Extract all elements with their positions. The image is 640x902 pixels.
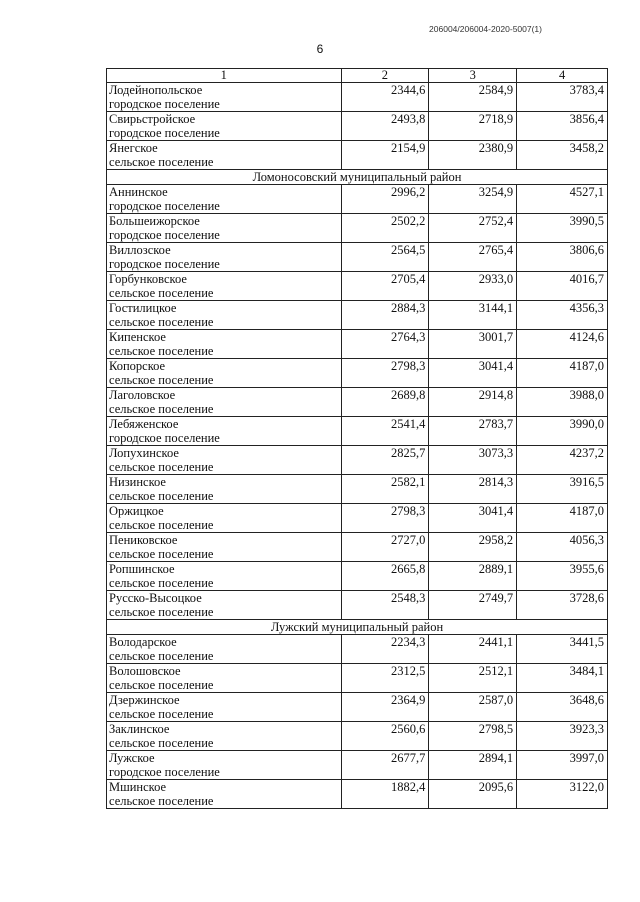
table-row bbox=[107, 272, 608, 301]
value-cell-col3: 2933,0 bbox=[429, 272, 517, 301]
value-cell-col2: 2154,9 bbox=[341, 141, 429, 170]
table-row bbox=[107, 504, 608, 533]
table-row bbox=[107, 417, 608, 446]
value-cell-col2: 2798,3 bbox=[341, 359, 429, 388]
table-row bbox=[107, 751, 608, 780]
settlement-name-cell bbox=[107, 780, 342, 809]
data-table bbox=[106, 68, 608, 809]
table-row bbox=[107, 301, 608, 330]
settlement-name-cell bbox=[107, 185, 342, 214]
table-row bbox=[107, 359, 608, 388]
value-cell-col4: 3441,5 bbox=[517, 635, 608, 664]
settlement-type: сельское поселение bbox=[109, 736, 214, 750]
settlement-name: Аннинское bbox=[109, 185, 168, 199]
value-cell-col3: 2958,2 bbox=[429, 533, 517, 562]
settlement-name: Кипенское bbox=[109, 330, 166, 344]
value-cell-col4: 4527,1 bbox=[517, 185, 608, 214]
value-cell-col3: 2512,1 bbox=[429, 664, 517, 693]
settlement-type: сельское поселение bbox=[109, 402, 214, 416]
table-row bbox=[107, 112, 608, 141]
value-cell-col3: 2380,9 bbox=[429, 141, 517, 170]
settlement-name-cell bbox=[107, 751, 342, 780]
settlement-type: сельское поселение bbox=[109, 678, 214, 692]
settlement-type: городское поселение bbox=[109, 257, 220, 271]
value-cell-col3: 3073,3 bbox=[429, 446, 517, 475]
value-cell-col4: 3923,3 bbox=[517, 722, 608, 751]
settlement-name-cell bbox=[107, 112, 342, 141]
settlement-type: сельское поселение bbox=[109, 518, 214, 532]
section-header-row bbox=[107, 170, 608, 185]
value-cell-col2: 2234,3 bbox=[341, 635, 429, 664]
value-cell-col2: 2541,4 bbox=[341, 417, 429, 446]
settlement-name: Янегское bbox=[109, 141, 158, 155]
table-row bbox=[107, 83, 608, 112]
value-cell-col2: 2705,4 bbox=[341, 272, 429, 301]
settlement-name-cell bbox=[107, 591, 342, 620]
settlement-name-cell bbox=[107, 214, 342, 243]
value-cell-col4: 3990,0 bbox=[517, 417, 608, 446]
value-cell-col4: 3806,6 bbox=[517, 243, 608, 272]
table-row bbox=[107, 446, 608, 475]
settlement-type: сельское поселение bbox=[109, 315, 214, 329]
value-cell-col3: 2718,9 bbox=[429, 112, 517, 141]
settlement-type: сельское поселение bbox=[109, 460, 214, 474]
value-cell-col2: 2560,6 bbox=[341, 722, 429, 751]
value-cell-col4: 4187,0 bbox=[517, 359, 608, 388]
table-row bbox=[107, 693, 608, 722]
value-cell-col3: 3041,4 bbox=[429, 504, 517, 533]
settlement-name-cell bbox=[107, 533, 342, 562]
settlement-name: Ропшинское bbox=[109, 562, 175, 576]
settlement-name: Низинское bbox=[109, 475, 166, 489]
settlement-name-cell bbox=[107, 475, 342, 504]
value-cell-col2: 2582,1 bbox=[341, 475, 429, 504]
settlement-type: городское поселение bbox=[109, 97, 220, 111]
value-cell-col4: 3484,1 bbox=[517, 664, 608, 693]
settlement-name: Большеижорское bbox=[109, 214, 200, 228]
settlement-type: городское поселение bbox=[109, 228, 220, 242]
settlement-type: городское поселение bbox=[109, 199, 220, 213]
settlement-type: сельское поселение bbox=[109, 605, 214, 619]
settlement-name: Лебяженское bbox=[109, 417, 179, 431]
section-title: Ломоносовский муниципальный район bbox=[107, 170, 608, 185]
value-cell-col3: 2783,7 bbox=[429, 417, 517, 446]
table-row bbox=[107, 330, 608, 359]
settlement-name: Лодейнопольское bbox=[109, 83, 203, 97]
value-cell-col4: 3988,0 bbox=[517, 388, 608, 417]
value-cell-col2: 2665,8 bbox=[341, 562, 429, 591]
settlement-name-cell bbox=[107, 722, 342, 751]
settlement-name: Лопухинское bbox=[109, 446, 179, 460]
table-row bbox=[107, 780, 608, 809]
value-cell-col4: 3458,2 bbox=[517, 141, 608, 170]
table-row bbox=[107, 635, 608, 664]
settlement-name-cell bbox=[107, 83, 342, 112]
value-cell-col2: 2344,6 bbox=[341, 83, 429, 112]
value-cell-col4: 3783,4 bbox=[517, 83, 608, 112]
settlement-name: Виллозское bbox=[109, 243, 171, 257]
settlement-name: Дзержинское bbox=[109, 693, 180, 707]
settlement-name-cell bbox=[107, 243, 342, 272]
settlement-name: Гостилицкое bbox=[109, 301, 177, 315]
settlement-name: Володарское bbox=[109, 635, 177, 649]
value-cell-col2: 2727,0 bbox=[341, 533, 429, 562]
value-cell-col4: 4356,3 bbox=[517, 301, 608, 330]
settlement-name: Русско-Высоцкое bbox=[109, 591, 202, 605]
column-header: 3 bbox=[429, 69, 517, 83]
value-cell-col2: 2825,7 bbox=[341, 446, 429, 475]
table-row bbox=[107, 141, 608, 170]
settlement-type: городское поселение bbox=[109, 765, 220, 779]
settlement-type: сельское поселение bbox=[109, 489, 214, 503]
settlement-type: сельское поселение bbox=[109, 707, 214, 721]
settlement-type: сельское поселение bbox=[109, 344, 214, 358]
value-cell-col2: 2798,3 bbox=[341, 504, 429, 533]
value-cell-col4: 3997,0 bbox=[517, 751, 608, 780]
value-cell-col3: 2889,1 bbox=[429, 562, 517, 591]
value-cell-col2: 2884,3 bbox=[341, 301, 429, 330]
value-cell-col2: 2689,8 bbox=[341, 388, 429, 417]
value-cell-col4: 4124,6 bbox=[517, 330, 608, 359]
settlement-name: Свирьстройское bbox=[109, 112, 196, 126]
settlement-type: сельское поселение bbox=[109, 576, 214, 590]
value-cell-col4: 4187,0 bbox=[517, 504, 608, 533]
settlement-name: Горбунковское bbox=[109, 272, 187, 286]
settlement-type: сельское поселение bbox=[109, 794, 214, 808]
value-cell-col3: 2095,6 bbox=[429, 780, 517, 809]
page-number: 6 bbox=[316, 42, 324, 56]
value-cell-col2: 2312,5 bbox=[341, 664, 429, 693]
value-cell-col3: 2587,0 bbox=[429, 693, 517, 722]
value-cell-col3: 2914,8 bbox=[429, 388, 517, 417]
value-cell-col3: 2765,4 bbox=[429, 243, 517, 272]
settlement-type: сельское поселение bbox=[109, 373, 214, 387]
value-cell-col2: 2764,3 bbox=[341, 330, 429, 359]
value-cell-col2: 2364,9 bbox=[341, 693, 429, 722]
value-cell-col4: 3648,6 bbox=[517, 693, 608, 722]
value-cell-col4: 3728,6 bbox=[517, 591, 608, 620]
settlement-type: сельское поселение bbox=[109, 649, 214, 663]
table-row bbox=[107, 185, 608, 214]
settlement-name: Мшинское bbox=[109, 780, 167, 794]
column-header: 2 bbox=[341, 69, 429, 83]
table-row bbox=[107, 475, 608, 504]
value-cell-col3: 3144,1 bbox=[429, 301, 517, 330]
settlement-name-cell bbox=[107, 417, 342, 446]
settlement-name-cell bbox=[107, 388, 342, 417]
column-header: 4 bbox=[517, 69, 608, 83]
settlement-name: Копорское bbox=[109, 359, 166, 373]
value-cell-col4: 3856,4 bbox=[517, 112, 608, 141]
section-header-row bbox=[107, 620, 608, 635]
settlement-name-cell bbox=[107, 359, 342, 388]
settlement-name-cell bbox=[107, 141, 342, 170]
settlement-name-cell bbox=[107, 446, 342, 475]
value-cell-col2: 2564,5 bbox=[341, 243, 429, 272]
value-cell-col3: 2749,7 bbox=[429, 591, 517, 620]
column-header: 1 bbox=[107, 69, 342, 83]
settlement-name-cell bbox=[107, 562, 342, 591]
value-cell-col3: 3041,4 bbox=[429, 359, 517, 388]
settlement-name-cell bbox=[107, 301, 342, 330]
settlement-name: Лужское bbox=[109, 751, 155, 765]
header-row bbox=[107, 69, 608, 83]
value-cell-col2: 2677,7 bbox=[341, 751, 429, 780]
value-cell-col4: 3990,5 bbox=[517, 214, 608, 243]
document-id: 206004/206004-2020-5007(1) bbox=[429, 24, 542, 34]
value-cell-col4: 3955,6 bbox=[517, 562, 608, 591]
settlement-name: Лаголовское bbox=[109, 388, 176, 402]
settlement-name-cell bbox=[107, 330, 342, 359]
value-cell-col3: 2441,1 bbox=[429, 635, 517, 664]
settlement-name-cell bbox=[107, 693, 342, 722]
table-row bbox=[107, 388, 608, 417]
settlement-name: Пениковское bbox=[109, 533, 178, 547]
settlement-type: городское поселение bbox=[109, 126, 220, 140]
value-cell-col4: 4056,3 bbox=[517, 533, 608, 562]
value-cell-col3: 2894,1 bbox=[429, 751, 517, 780]
settlement-name: Волошовское bbox=[109, 664, 181, 678]
value-cell-col2: 2996,2 bbox=[341, 185, 429, 214]
value-cell-col2: 2502,2 bbox=[341, 214, 429, 243]
value-cell-col3: 3254,9 bbox=[429, 185, 517, 214]
value-cell-col2: 2493,8 bbox=[341, 112, 429, 141]
value-cell-col2: 1882,4 bbox=[341, 780, 429, 809]
settlement-type: городское поселение bbox=[109, 431, 220, 445]
value-cell-col4: 4016,7 bbox=[517, 272, 608, 301]
settlement-type: сельское поселение bbox=[109, 547, 214, 561]
settlement-name: Оржицкое bbox=[109, 504, 164, 518]
settlement-name: Заклинское bbox=[109, 722, 170, 736]
settlement-name-cell bbox=[107, 635, 342, 664]
value-cell-col2: 2548,3 bbox=[341, 591, 429, 620]
settlement-name-cell bbox=[107, 504, 342, 533]
settlement-name-cell bbox=[107, 664, 342, 693]
value-cell-col3: 2752,4 bbox=[429, 214, 517, 243]
table-row bbox=[107, 243, 608, 272]
settlement-type: сельское поселение bbox=[109, 155, 214, 169]
settlement-name-cell bbox=[107, 272, 342, 301]
value-cell-col3: 2584,9 bbox=[429, 83, 517, 112]
table-row bbox=[107, 562, 608, 591]
table-row bbox=[107, 533, 608, 562]
value-cell-col4: 3122,0 bbox=[517, 780, 608, 809]
settlement-type: сельское поселение bbox=[109, 286, 214, 300]
table-row bbox=[107, 214, 608, 243]
table-row bbox=[107, 722, 608, 751]
value-cell-col3: 2798,5 bbox=[429, 722, 517, 751]
value-cell-col3: 2814,3 bbox=[429, 475, 517, 504]
table-row bbox=[107, 664, 608, 693]
value-cell-col4: 4237,2 bbox=[517, 446, 608, 475]
table-row bbox=[107, 591, 608, 620]
value-cell-col4: 3916,5 bbox=[517, 475, 608, 504]
section-title: Лужский муниципальный район bbox=[107, 620, 608, 635]
value-cell-col3: 3001,7 bbox=[429, 330, 517, 359]
